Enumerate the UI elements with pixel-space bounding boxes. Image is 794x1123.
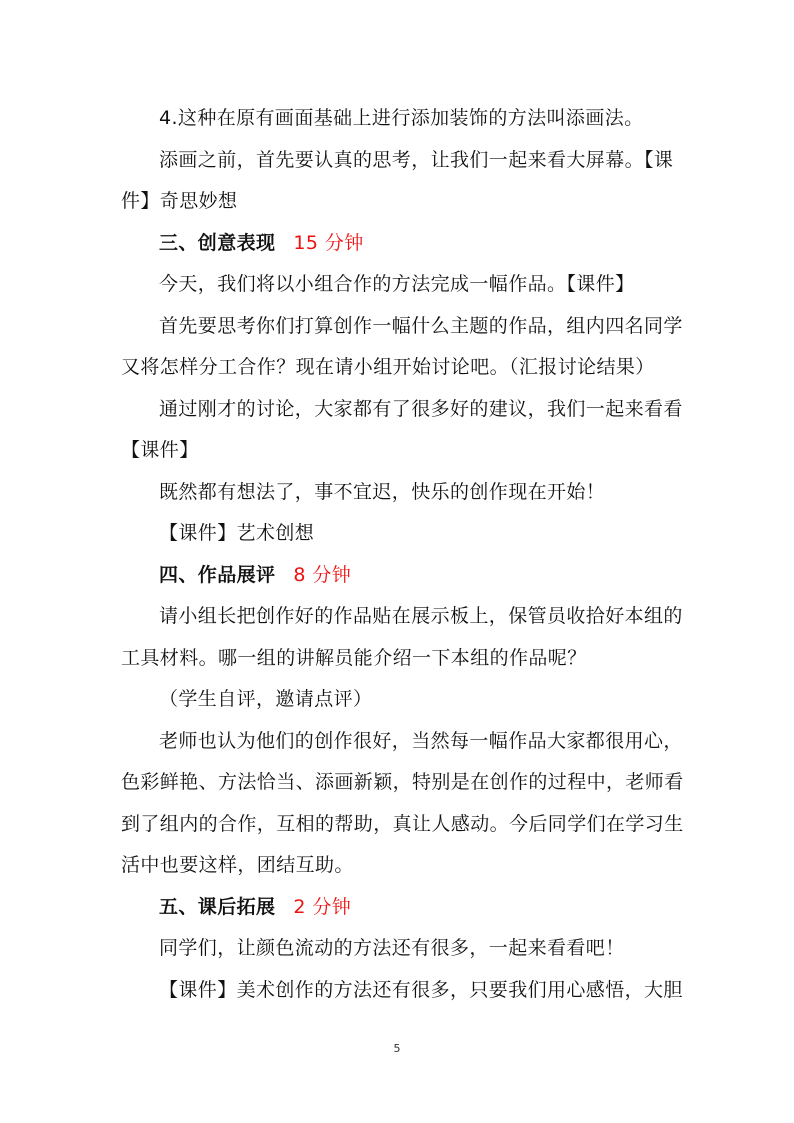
paragraph-line: 色彩鲜艳、方法恰当、添画新颖，特别是在创作的过程中，老师看 [121, 771, 684, 793]
paragraph-line: 【课件】 [121, 439, 199, 461]
paragraph-line: 件】奇思妙想 [121, 190, 238, 212]
section-heading-exhibition [159, 563, 719, 587]
paragraph-line: （学生自评，邀请点评） [159, 688, 373, 710]
page-number: 5 [393, 1042, 401, 1055]
section-heading-extension [159, 895, 719, 919]
section-time: 8 分钟 [293, 564, 352, 586]
paragraph-line: 又将怎样分工合作？现在请小组开始讨论吧。（汇报讨论结果） [121, 356, 655, 378]
paragraph-line: 添画之前，首先要认真的思考，让我们一起来看大屏幕。【课 [159, 149, 674, 171]
section-heading-creative [159, 231, 719, 255]
paragraph-line: 4.这种在原有画面基础上进行添加装饰的方法叫添画法。 [159, 107, 644, 129]
paragraph-line: 通过刚才的讨论，大家都有了很多好的建议，我们一起来看看 [159, 398, 683, 420]
paragraph-line: 同学们，让颜色流动的方法还有很多，一起来看看吧！ [159, 937, 625, 959]
section-time: 15 分钟 [293, 232, 364, 254]
paragraph-line: 到了组内的合作，互相的帮助，真让人感动。今后同学们在学习生 [121, 813, 684, 835]
section-heading-title: 五、课后拓展 [159, 896, 276, 918]
paragraph-line: 老师也认为他们的创作很好，当然每一幅作品大家都很用心， [159, 730, 683, 752]
paragraph-line: 活中也要这样，团结互助。 [121, 854, 354, 876]
paragraph-line: 【课件】艺术创想 [159, 522, 315, 544]
paragraph-line: 工具材料。哪一组的讲解员能介绍一下本组的作品呢？ [121, 647, 587, 669]
paragraph-line: 今天，我们将以小组合作的方法完成一幅作品。【课件】 [159, 273, 635, 295]
paragraph-line: 请小组长把创作好的作品贴在展示板上，保管员收拾好本组的 [159, 605, 683, 627]
section-time: 2 分钟 [293, 896, 352, 918]
paragraph-line: 首先要思考你们打算创作一幅什么主题的作品，组内四名同学 [159, 315, 683, 337]
section-heading-title: 四、作品展评 [159, 564, 276, 586]
paragraph-line: 既然都有想法了，事不宜迟，快乐的创作现在开始！ [159, 481, 606, 503]
paragraph-line: 【课件】美术创作的方法还有很多，只要我们用心感悟，大胆 [159, 979, 683, 1001]
section-heading-title: 三、创意表现 [159, 232, 276, 254]
